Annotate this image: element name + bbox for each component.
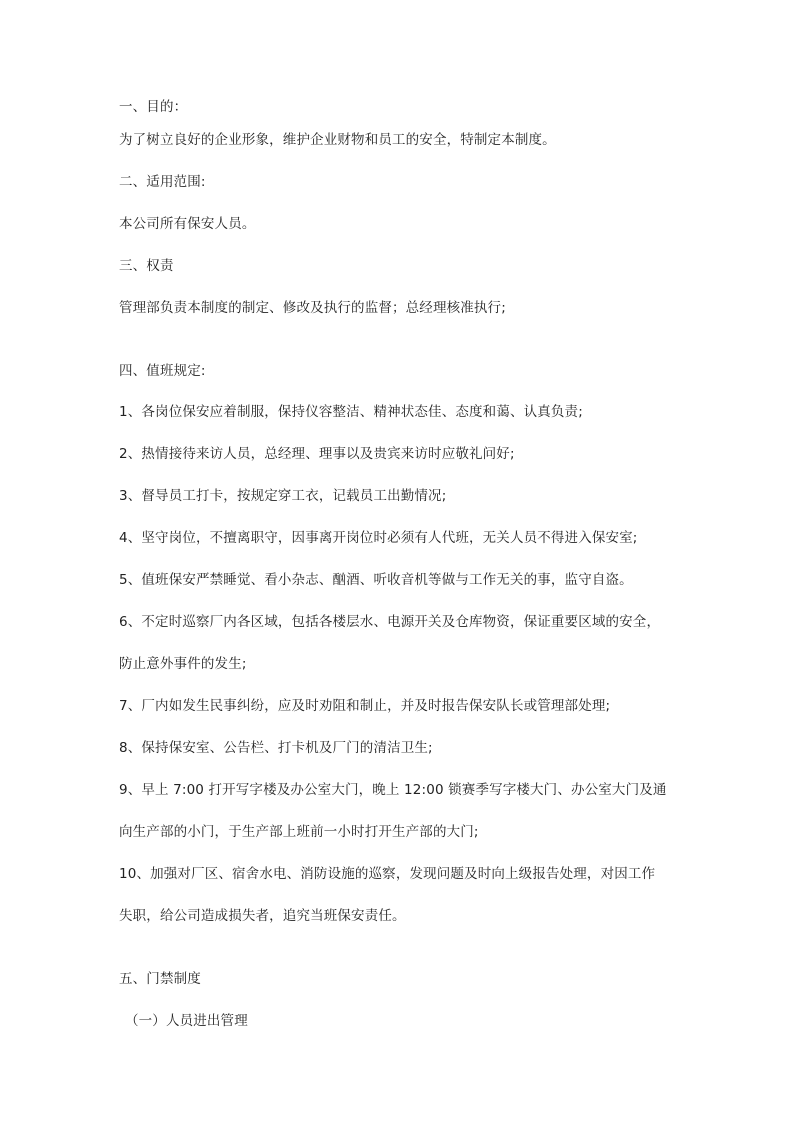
duty-rule-5: 5、值班保安严禁睡觉、看小杂志、酗酒、听收音机等做与工作无关的事，监守自盗。	[119, 572, 633, 588]
duty-rule-4: 4、坚守岗位，不擅离职守，因事离开岗位时必须有人代班，无关人员不得进入保安室;	[119, 530, 638, 546]
section-heading-purpose: 一、目的：	[119, 99, 188, 115]
duty-rule-3: 3、督导员工打卡，按规定穿工衣，记载员工出勤情况;	[119, 488, 447, 504]
subsection-heading-personnel: （一）人员进出管理	[125, 1013, 248, 1029]
section-heading-duty-rules: 四、值班规定:	[119, 363, 206, 379]
section-heading-access-control: 五、门禁制度	[119, 971, 201, 987]
duty-rule-8: 8、保持保安室、公告栏、打卡机及厂门的清洁卫生;	[119, 740, 433, 756]
section-heading-authority: 三、权责	[119, 258, 174, 274]
section-heading-scope: 二、适用范围:	[119, 174, 206, 190]
duty-rule-7: 7、厂内如发生民事纠纷，应及时劝阻和制止，并及时报告保安队长或管理部处理;	[119, 698, 611, 714]
duty-rule-10-line-1: 10、加强对厂区、宿舍水电、消防设施的巡察，发现问题及时向上级报告处理，对因工作	[119, 866, 656, 882]
duty-rule-6-line-1: 6、不定时巡察厂内各区域，包括各楼层水、电源开关及仓库物资，保证重要区域的安全，	[119, 614, 661, 630]
duty-rule-9-line-2: 向生产部的小门，于生产部上班前一小时打开生产部的大门;	[119, 824, 479, 840]
paragraph-purpose: 为了树立良好的企业形象，维护企业财物和员工的安全，特制定本制度。	[119, 132, 556, 148]
paragraph-authority: 管理部负责本制度的制定、修改及执行的监督；总经理核准执行;	[119, 300, 506, 316]
duty-rule-1: 1、各岗位保安应着制服，保持仪容整洁、精神状态佳、态度和蔼、认真负责;	[119, 404, 583, 420]
duty-rule-6-line-2: 防止意外事件的发生;	[119, 656, 247, 672]
paragraph-scope: 本公司所有保安人员。	[119, 216, 256, 232]
duty-rule-9-line-1: 9、早上 7:00 打开写字楼及办公室大门，晚上 12:00 锁赛季写字楼大门、办公室大门及通	[119, 782, 667, 798]
duty-rule-10-line-2: 失职，给公司造成损失者，追究当班保安责任。	[119, 908, 406, 924]
duty-rule-2: 2、热情接待来访人员，总经理、理事以及贵宾来访时应敬礼问好;	[119, 446, 515, 462]
